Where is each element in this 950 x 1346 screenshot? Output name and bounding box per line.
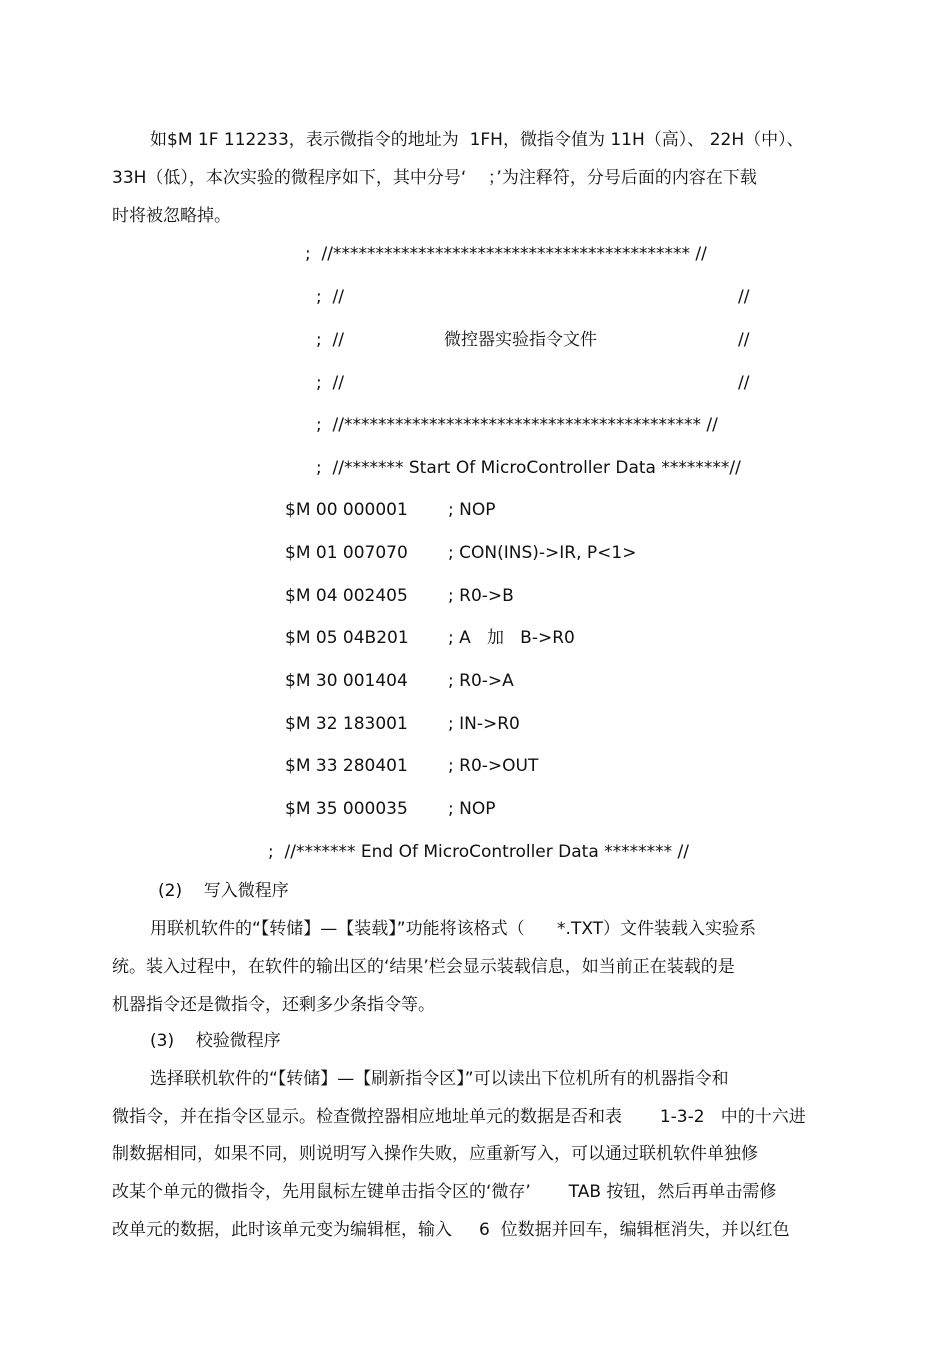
section-2-heading: (2) 写入微程序: [158, 881, 289, 901]
code-address: $M 00 000001: [285, 500, 408, 520]
code-address: $M 30 001404: [285, 671, 408, 691]
intro-line-1: 如$M 1F 112233，表示微指令的地址为 1FH，微指令值为 11H（高）、 22H（中）、: [150, 130, 804, 150]
code-address: $M 04 002405: [285, 586, 408, 606]
code-comment: ; A 加 B->R0: [448, 628, 575, 648]
code-comment: ; NOP: [448, 500, 496, 520]
code-address: $M 35 000035: [285, 799, 408, 819]
section-2-line-3: 机器指令还是微指令，还剩多少条指令等。: [112, 995, 435, 1015]
code-comment: ; IN->R0: [448, 714, 520, 734]
code-address: $M 01 007070: [285, 543, 408, 563]
code-comment: ; R0->A: [448, 671, 514, 691]
header-title: 微控器实验指令文件: [444, 330, 597, 350]
code-comment: ; R0->OUT: [448, 756, 539, 776]
code-address: $M 05 04B201: [285, 628, 409, 648]
header-blank2-right: //: [738, 373, 750, 393]
section-3-heading: (3) 校验微程序: [150, 1031, 281, 1051]
header-blank-right: //: [738, 287, 750, 307]
header-blank2-left: ; //: [316, 373, 344, 393]
code-comment: ; NOP: [448, 799, 496, 819]
header-top-border: ; //****************************************** //: [305, 244, 707, 264]
header-blank-left: ; //: [316, 287, 344, 307]
header-bottom-border: ; //****************************************** //: [316, 415, 718, 435]
section-3-line-2: 微指令，并在指令区显示。检查微控器相应地址单元的数据是否和表 1-3-2 中的十六进: [112, 1107, 806, 1127]
header-title-right: //: [738, 330, 750, 350]
code-comment: ; R0->B: [448, 586, 514, 606]
section-3-line-1: 选择联机软件的“【转储】—【刷新指令区】”可以读出下位机所有的机器指令和: [150, 1069, 729, 1089]
header-title-left: ; //: [316, 330, 344, 350]
intro-line-2: 33H（低），本次实验的微程序如下，其中分号‘ ；’为注释符，分号后面的内容在下载: [112, 168, 757, 188]
code-address: $M 33 280401: [285, 756, 408, 776]
section-2-line-1: 用联机软件的“【转储】—【装载】”功能将该格式（ *.TXT）文件装载入实验系: [150, 919, 757, 939]
section-3-line-3: 制数据相同，如果不同，则说明写入操作失败，应重新写入，可以通过联机软件单独修: [112, 1144, 758, 1164]
intro-line-3: 时将被忽略掉。: [112, 206, 231, 226]
code-comment: ; CON(INS)->IR, P<1>: [448, 543, 637, 563]
section-3-line-4: 改某个单元的微指令，先用鼠标左键单击指令区的‘微存’ TAB 按钮，然后再单击需修: [112, 1182, 777, 1202]
end-marker: ; //******* End Of MicroController Data ******** //: [268, 842, 690, 862]
section-2-line-2: 统。装入过程中，在软件的输出区的‘结果’栏会显示装载信息，如当前正在装载的是: [112, 957, 735, 977]
start-marker: ; //******* Start Of MicroController Data ********//: [316, 458, 741, 478]
section-3-line-5: 改单元的数据，此时该单元变为编辑框，输入 6 位数据并回车，编辑框消失，并以红色: [112, 1220, 790, 1240]
code-address: $M 32 183001: [285, 714, 408, 734]
